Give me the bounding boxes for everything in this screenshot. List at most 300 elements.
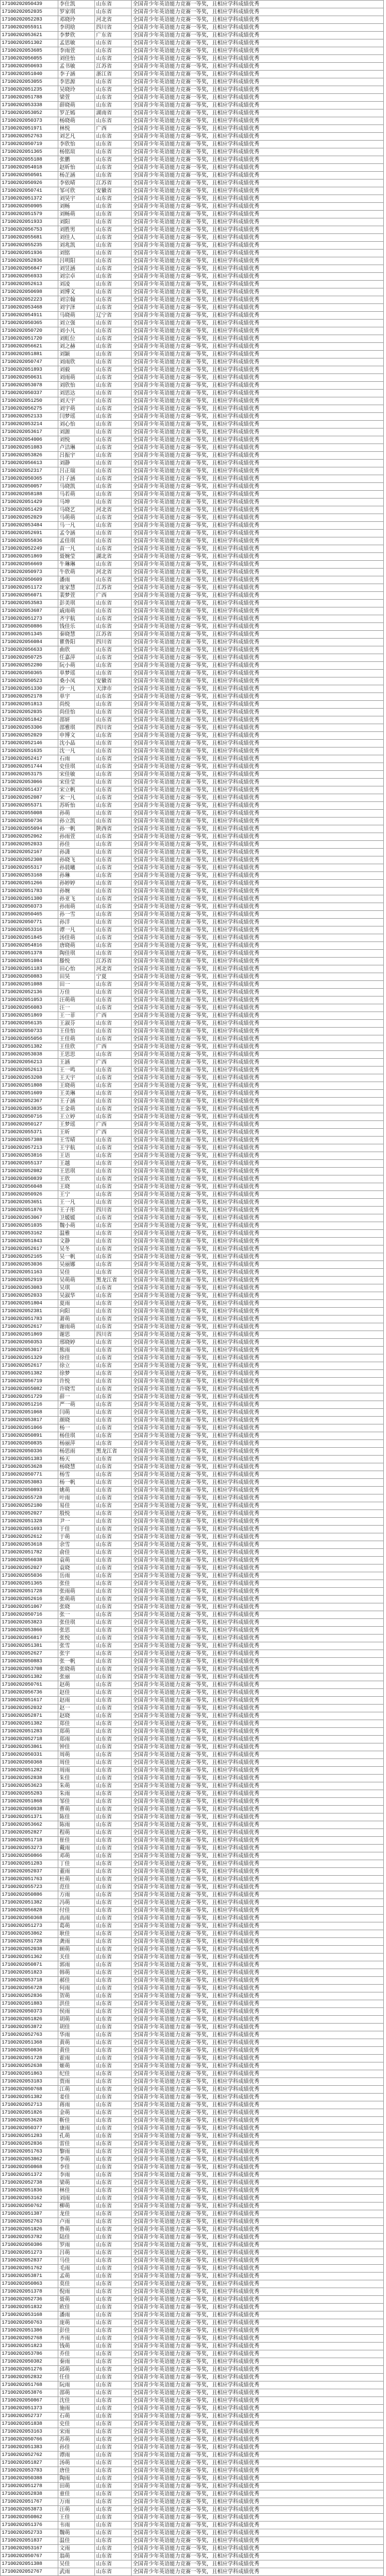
candidate-id-cell: 17100202051863: [1, 2070, 58, 2078]
award-description-cell: 全国青少年英语能力竞赛一等奖，且相应学科成绩优秀: [132, 304, 384, 312]
candidate-id-cell: 17100202055283: [1, 1790, 58, 1798]
award-description-cell: 全国青少年英语能力竞赛一等奖，且相应学科成绩优秀: [132, 856, 384, 864]
candidate-id-cell: 17100202051278: [1, 2483, 58, 2490]
table-row: [1, 2506, 384, 2514]
student-name-cell: 田心怡: [58, 965, 95, 973]
award-description-cell: 全国青少年英语能力竞赛一等奖，且相应学科成绩优秀: [132, 2397, 384, 2405]
award-description-cell: 全国青少年英语能力竞赛一等奖，且相应学科成绩优秀: [132, 366, 384, 374]
award-description-cell: 全国青少年英语能力竞赛一等奖，且相应学科成绩优秀: [132, 1230, 384, 1238]
province-cell: 山东省: [95, 1090, 132, 1098]
student-name-cell: 吴萌萌: [58, 1277, 95, 1284]
province-cell: 山东省: [95, 2288, 132, 2296]
student-name-cell: 李雨: [58, 2171, 95, 2179]
table-row: [1, 343, 384, 351]
student-name-cell: 何雨: [58, 1985, 95, 1992]
award-description-cell: 全国青少年英语能力竞赛一等奖，且相应学科成绩优秀: [132, 2459, 384, 2467]
award-description-cell: 全国青少年英语能力竞赛一等奖，且相应学科成绩优秀: [132, 1798, 384, 1806]
province-cell: 山东省: [95, 926, 132, 934]
award-description-cell: 全国青少年英语能力竞赛一等奖，且相应学科成绩优秀: [132, 786, 384, 794]
candidate-id-cell: 17100202052029: [1, 514, 58, 522]
table-row: [1, 2086, 384, 2094]
candidate-id-cell: 17100202056633: [1, 646, 58, 654]
student-name-cell: 罗雨: [58, 2241, 95, 2249]
province-cell: 山东省: [95, 2117, 132, 2125]
province-cell: 山东省: [95, 1214, 132, 1222]
student-name-cell: 李玥晗: [58, 24, 95, 32]
candidate-id-cell: 17100202050771: [1, 1471, 58, 1479]
award-description-cell: 全国青少年英语能力竞赛一等奖，且相应学科成绩优秀: [132, 1323, 384, 1331]
candidate-id-cell: 17100202053862: [1, 2156, 58, 2164]
table-row: [1, 1767, 384, 1775]
candidate-id-cell: 17100202050766: [1, 2436, 58, 2444]
table-row: [1, 1697, 384, 1705]
candidate-id-cell: 17100202056828: [1, 1907, 58, 1915]
candidate-id-cell: 17100202051832: [1, 2304, 58, 2311]
award-description-cell: 全国青少年英语能力竞赛一等奖，且相应学科成绩优秀: [132, 1067, 384, 1074]
table-row: [1, 2311, 384, 2319]
award-description-cell: 全国青少年英语能力竞赛一等奖，且相应学科成绩优秀: [132, 709, 384, 716]
table-row: [1, 2343, 384, 2350]
student-name-cell: 孙萌: [58, 810, 95, 818]
student-name-cell: 翁萌: [58, 2553, 95, 2560]
province-cell: 山东省: [95, 716, 132, 724]
student-name-cell: 赵雨: [58, 1697, 95, 1705]
award-description-cell: 全国青少年英语能力竞赛一等奖，且相应学科成绩优秀: [132, 296, 384, 304]
candidate-id-cell: 17100202050353: [1, 1339, 58, 1347]
table-row: [1, 1852, 384, 1860]
candidate-id-cell: 17100202052836: [1, 257, 58, 265]
province-cell: 山东省: [95, 335, 132, 343]
table-row: [1, 926, 384, 934]
student-name-cell: 袁晓: [58, 1564, 95, 1572]
candidate-id-cell: 17100202052035: [1, 709, 58, 716]
student-name-cell: 沙一凡: [58, 685, 95, 693]
table-row: [1, 1074, 384, 1082]
student-name-cell: 江萌: [58, 2086, 95, 2094]
table-row: [1, 841, 384, 849]
table-row: [1, 1922, 384, 1930]
award-description-cell: 全国青少年英语能力竞赛一等奖，且相应学科成绩优秀: [132, 1245, 384, 1253]
candidate-id-cell: 17100202052417: [1, 755, 58, 763]
table-row: [1, 1829, 384, 1837]
award-description-cell: 全国青少年英语能力竞赛一等奖，且相应学科成绩优秀: [132, 802, 384, 810]
award-description-cell: 全国青少年英语能力竞赛一等奖，且相应学科成绩优秀: [132, 2257, 384, 2265]
table-row: [1, 2117, 384, 2125]
award-description-cell: 全国青少年英语能力竞赛一等奖，且相应学科成绩优秀: [132, 2366, 384, 2374]
candidate-id-cell: 17100202055681: [1, 234, 58, 242]
student-name-cell: 滕悦: [58, 958, 95, 965]
table-row: [1, 2109, 384, 2117]
table-row: [1, 600, 384, 607]
table-row: [1, 444, 384, 452]
candidate-id-cell: 17100202052737: [1, 2413, 58, 2420]
student-name-cell: 杨晓慧: [58, 1463, 95, 1471]
province-cell: 山东省: [95, 1440, 132, 1448]
table-row: [1, 2195, 384, 2203]
student-name-cell: 余雪: [58, 1541, 95, 1549]
student-name-cell: 郝佳: [58, 1977, 95, 1985]
province-cell: 山东省: [95, 600, 132, 607]
award-description-cell: 全国青少年英语能力竞赛一等奖，且相应学科成绩优秀: [132, 1977, 384, 1985]
student-name-cell: 尹一: [58, 1518, 95, 1526]
candidate-id-cell: 17100202051763: [1, 2148, 58, 2156]
table-row: [1, 1915, 384, 1922]
table-row: [1, 639, 384, 646]
student-name-cell: 刘博文: [58, 288, 95, 296]
award-description-cell: 全国青少年英语能力竞赛一等奖，且相应学科成绩优秀: [132, 989, 384, 996]
student-name-cell: 王语: [58, 1152, 95, 1160]
candidate-id-cell: 17100202051869: [1, 1012, 58, 1020]
province-cell: 山东省: [95, 2335, 132, 2343]
award-description-cell: 全国青少年英语能力竞赛一等奖，且相应学科成绩优秀: [132, 39, 384, 47]
candidate-id-cell: 17100202050388: [1, 2475, 58, 2483]
award-description-cell: 全国青少年英语能力竞赛一等奖，且相应学科成绩优秀: [132, 1082, 384, 1090]
candidate-id-cell: 17100202051382: [1, 1043, 58, 1051]
table-row: [1, 1432, 384, 1440]
province-cell: 山东省: [95, 2148, 132, 2156]
candidate-id-cell: 17100202052167: [1, 849, 58, 856]
award-description-cell: 全国青少年英语能力竞赛一等奖，且相应学科成绩优秀: [132, 1845, 384, 1852]
award-description-cell: 全国青少年英语能力竞赛一等奖，且相应学科成绩优秀: [132, 1339, 384, 1347]
province-cell: 山东省: [95, 2179, 132, 2187]
student-name-cell: 苏萌: [58, 2436, 95, 2444]
province-cell: 山东省: [95, 2132, 132, 2140]
candidate-id-cell: 17100202052613: [1, 281, 58, 288]
table-row: [1, 1370, 384, 1378]
province-cell: 山东省: [95, 911, 132, 919]
award-description-cell: 全国青少年英语能力竞赛一等奖，且相应学科成绩优秀: [132, 2506, 384, 2514]
candidate-id-cell: 17100202051869: [1, 1331, 58, 1339]
award-description-cell: 全国青少年英语能力竞赛一等奖，且相应学科成绩优秀: [132, 2319, 384, 2327]
student-name-cell: 王天宇: [58, 1074, 95, 1082]
student-name-cell: 温佳: [58, 2537, 95, 2545]
student-name-cell: 刘艺凡: [58, 133, 95, 141]
award-description-cell: 全国青少年英语能力竞赛一等奖，且相应学科成绩优秀: [132, 2094, 384, 2101]
award-description-cell: 全国青少年英语能力竞赛一等奖，且相应学科成绩优秀: [132, 1518, 384, 1526]
candidate-id-cell: 17100202051378: [1, 950, 58, 958]
student-name-cell: 王涵: [58, 1059, 95, 1067]
award-description-cell: 全国青少年英语能力竞赛一等奖，且相应学科成绩优秀: [132, 1751, 384, 1759]
table-row: [1, 1658, 384, 1666]
student-name-cell: 鲁萌: [58, 2226, 95, 2234]
student-name-cell: 钱萌: [58, 2343, 95, 2350]
award-description-cell: 全国青少年英语能力竞赛一等奖，且相应学科成绩优秀: [132, 421, 384, 428]
student-name-cell: 朱雨: [58, 1790, 95, 1798]
student-name-cell: 孙佳: [58, 841, 95, 849]
candidate-id-cell: 17100202053816: [1, 1152, 58, 1160]
student-name-cell: 赵晓: [58, 1712, 95, 1720]
award-description-cell: 全国青少年英语能力竞赛一等奖，且相应学科成绩优秀: [132, 16, 384, 24]
award-description-cell: 全国青少年英语能力竞赛一等奖，且相应学科成绩优秀: [132, 203, 384, 211]
province-cell: 山东省: [95, 343, 132, 351]
province-cell: 山东省: [95, 2171, 132, 2179]
student-name-cell: 李依晴: [58, 180, 95, 187]
award-description-cell: 全国青少年英语能力竞赛一等奖，且相应学科成绩优秀: [132, 1191, 384, 1199]
table-row: [1, 1526, 384, 1533]
table-row: [1, 872, 384, 880]
table-row: [1, 491, 384, 499]
candidate-id-cell: 17100202051826: [1, 2016, 58, 2024]
award-description-cell: 全国青少年英语能力竞赛一等奖，且相应学科成绩优秀: [132, 2249, 384, 2257]
province-cell: 山东省: [95, 211, 132, 218]
province-cell: 山东省: [95, 1813, 132, 1821]
award-description-cell: 全国青少年英语能力竞赛一等奖，且相应学科成绩优秀: [132, 1627, 384, 1635]
province-cell: 湖北省: [95, 553, 132, 561]
award-description-cell: 全国青少年英语能力竞赛一等奖，且相应学科成绩优秀: [132, 864, 384, 872]
candidate-id-cell: 17100202051088: [1, 981, 58, 989]
candidate-id-cell: 17100202053055: [1, 78, 58, 86]
award-description-cell: 全国青少年英语能力竞赛一等奖，且相应学科成绩优秀: [132, 2381, 384, 2389]
award-description-cell: 全国青少年英语能力竞赛一等奖，且相应学科成绩优秀: [132, 1697, 384, 1705]
province-cell: 四川省: [95, 24, 132, 32]
student-name-cell: 纪佳: [58, 2070, 95, 2078]
award-description-cell: 全国青少年英语能力竞赛一等奖，且相应学科成绩优秀: [132, 327, 384, 335]
student-name-cell: 张雪: [58, 1642, 95, 1650]
student-name-cell: 韦雨: [58, 2522, 95, 2529]
student-name-cell: 王梦瑶: [58, 1121, 95, 1129]
province-cell: 山东省: [95, 615, 132, 623]
award-description-cell: 全国青少年英语能力竞赛一等奖，且相应学科成绩优秀: [132, 1051, 384, 1059]
award-description-cell: 全国青少年英语能力竞赛一等奖，且相应学科成绩优秀: [132, 1028, 384, 1035]
province-cell: 山东省: [95, 358, 132, 366]
award-description-cell: 全国青少年英语能力竞赛一等奖，且相应学科成绩优秀: [132, 2140, 384, 2148]
candidate-id-cell: 17100202053052: [1, 109, 58, 117]
province-cell: 山东省: [95, 1860, 132, 1868]
student-name-cell: 于佳: [58, 1526, 95, 1533]
table-row: [1, 2319, 384, 2327]
province-cell: 山东省: [95, 273, 132, 281]
student-name-cell: 秦雨: [58, 2358, 95, 2366]
province-cell: 山东省: [95, 320, 132, 327]
table-row: [1, 693, 384, 701]
student-name-cell: 齐雨: [58, 2335, 95, 2343]
candidate-id-cell: 17100202052919: [1, 1277, 58, 1284]
province-cell: 山东省: [95, 47, 132, 55]
candidate-id-cell: 17100202050938: [1, 1806, 58, 1813]
province-cell: 山东省: [95, 366, 132, 374]
table-row: [1, 794, 384, 802]
candidate-id-cell: 17100202051826: [1, 2109, 58, 2117]
province-cell: 山东省: [95, 39, 132, 47]
table-row: [1, 374, 384, 382]
province-cell: 山东省: [95, 1705, 132, 1712]
table-row: [1, 2148, 384, 2156]
candidate-id-cell: 17100202053862: [1, 1930, 58, 1938]
candidate-id-cell: 17100202051373: [1, 2405, 58, 2413]
table-row: [1, 646, 384, 654]
table-row: [1, 2467, 384, 2475]
student-name-cell: 庞萌: [58, 2319, 95, 2327]
table-row: [1, 2475, 384, 2483]
table-row: [1, 864, 384, 872]
student-name-cell: 吴冬: [58, 1245, 95, 1253]
candidate-id-cell: 17100202050501: [1, 172, 58, 180]
student-name-cell: 王欣: [58, 1175, 95, 1183]
candidate-id-cell: 17100202051783: [1, 1316, 58, 1323]
table-row: [1, 265, 384, 273]
province-cell: 山东省: [95, 576, 132, 584]
candidate-id-cell: 17100202055371: [1, 1129, 58, 1137]
award-description-cell: 全国青少年英语能力竞赛一等奖，且相应学科成绩优秀: [132, 374, 384, 382]
student-name-cell: 罗家琪: [58, 8, 95, 16]
award-description-cell: 全国青少年英语能力竞赛一等奖，且相应学科成绩优秀: [132, 1098, 384, 1105]
province-cell: 山东省: [95, 242, 132, 250]
award-description-cell: 全国青少年英语能力竞赛一等奖，且相应学科成绩优秀: [132, 250, 384, 257]
candidate-id-cell: 17100202051763: [1, 1876, 58, 1884]
award-description-cell: 全国青少年英语能力竞赛一等奖，且相应学科成绩优秀: [132, 1907, 384, 1915]
award-description-cell: 全国青少年英语能力竞赛一等奖，且相应学科成绩优秀: [132, 1782, 384, 1790]
candidate-id-cell: 17100202050631: [1, 374, 58, 382]
candidate-id-cell: 17100202050365: [1, 475, 58, 483]
award-description-cell: 全国青少年英语能力竞赛一等奖，且相应学科成绩优秀: [132, 1572, 384, 1580]
table-row: [1, 779, 384, 786]
candidate-id-cell: 17100202050747: [1, 358, 58, 366]
candidate-id-cell: 17100202052032: [1, 1705, 58, 1712]
student-name-cell: 周雨: [58, 1767, 95, 1775]
candidate-id-cell: 17100202051328: [1, 1518, 58, 1526]
table-row: [1, 2420, 384, 2428]
candidate-id-cell: 17100202051365: [1, 1580, 58, 1588]
table-row: [1, 2187, 384, 2195]
award-description-cell: 全国青少年英语能力竞赛一等奖，且相应学科成绩优秀: [132, 242, 384, 250]
student-name-cell: 孙琳: [58, 872, 95, 880]
table-row: [1, 1619, 384, 1627]
award-description-cell: 全国青少年英语能力竞赛一等奖，且相应学科成绩优秀: [132, 1549, 384, 1557]
award-description-cell: 全国青少年英语能力竞赛一等奖，且相应学科成绩优秀: [132, 1541, 384, 1549]
province-cell: 山东省: [95, 654, 132, 662]
candidate-id-cell: 17100202051836: [1, 2187, 58, 2195]
candidate-id-cell: 17100202050373: [1, 903, 58, 911]
candidate-id-cell: 17100202053183: [1, 2078, 58, 2086]
candidate-id-cell: 17100202050763: [1, 2319, 58, 2327]
student-name-cell: 薛一: [58, 1393, 95, 1401]
student-name-cell: 林悦: [58, 125, 95, 133]
award-description-cell: 全国青少年英语能力竞赛一等奖，且相应学科成绩优秀: [132, 748, 384, 755]
student-name-cell: 宋佳敏: [58, 771, 95, 779]
candidate-id-cell: 17100202050883: [1, 1658, 58, 1666]
student-name-cell: 卫媛媛: [58, 1214, 95, 1222]
student-name-cell: 刘畅: [58, 203, 95, 211]
table-row: [1, 1028, 384, 1035]
award-description-cell: 全国青少年英语能力竞赛一等奖，且相应学科成绩优秀: [132, 94, 384, 102]
table-row: [1, 1891, 384, 1899]
award-description-cell: 全国青少年英语能力竞赛一等奖，且相应学科成绩优秀: [132, 1121, 384, 1129]
candidate-id-cell: 17100202055911: [1, 24, 58, 32]
award-description-cell: 全国青少年英语能力竞赛一等奖，且相应学科成绩优秀: [132, 1448, 384, 1456]
student-name-cell: 于萌: [58, 1533, 95, 1541]
student-name-cell: 孙婷婷: [58, 880, 95, 888]
province-cell: 山东省: [95, 1845, 132, 1852]
province-cell: 山东省: [95, 1572, 132, 1580]
student-name-cell: 陈佳: [58, 1813, 95, 1821]
student-name-cell: 刘铭: [58, 250, 95, 257]
candidate-id-cell: 17100202056669: [1, 561, 58, 569]
student-name-cell: 陆佳: [58, 2234, 95, 2241]
table-row: [1, 802, 384, 810]
award-description-cell: 全国青少年英语能力竞赛一等奖，且相应学科成绩优秀: [132, 1813, 384, 1821]
table-row: [1, 351, 384, 358]
student-name-cell: 王美琳: [58, 1090, 95, 1098]
candidate-id-cell: 17100202050523: [1, 677, 58, 685]
table-row: [1, 102, 384, 109]
province-cell: 山东省: [95, 1424, 132, 1432]
award-description-cell: 全国青少年英语能力竞赛一等奖，且相应学科成绩优秀: [132, 981, 384, 989]
candidate-id-cell: 17100202053316: [1, 926, 58, 934]
award-description-cell: 全国青少年英语能力竞赛一等奖，且相应学科成绩优秀: [132, 320, 384, 327]
award-description-cell: 全国青少年英语能力竞赛一等奖，且相应学科成绩优秀: [132, 1105, 384, 1113]
table-row: [1, 452, 384, 460]
award-description-cell: 全国青少年英语能力竞赛一等奖，且相应学科成绩优秀: [132, 1207, 384, 1214]
candidate-id-cell: 17100202050863: [1, 2280, 58, 2288]
province-cell: 湖南省: [95, 109, 132, 117]
student-name-cell: 李佳: [58, 2164, 95, 2171]
table-row: [1, 78, 384, 86]
candidate-id-cell: 17100202057388: [1, 1137, 58, 1144]
candidate-id-cell: 17100202050886: [1, 623, 58, 631]
province-cell: 山东省: [95, 2459, 132, 2467]
table-row: [1, 2374, 384, 2381]
award-description-cell: 全国青少年英语能力竞赛一等奖，且相应学科成绩优秀: [132, 794, 384, 802]
candidate-id-cell: 17100202058188: [1, 491, 58, 499]
student-name-cell: 邵萌: [58, 2389, 95, 2397]
award-description-cell: 全国青少年英语能力竞赛一等奖，且相应学科成绩优秀: [132, 351, 384, 358]
student-name-cell: 殷悦: [58, 1510, 95, 1518]
province-cell: 山东省: [95, 1658, 132, 1666]
table-row: [1, 2008, 384, 2016]
award-description-cell: 全国青少年英语能力竞赛一等奖，且相应学科成绩优秀: [132, 2490, 384, 2498]
student-name-cell: 关佳: [58, 1954, 95, 1961]
province-cell: 山东省: [95, 2343, 132, 2350]
award-description-cell: 全国青少年英语能力竞赛一等奖，且相应学科成绩优秀: [132, 452, 384, 460]
student-name-cell: 李子涵: [58, 71, 95, 78]
candidate-id-cell: 17100202051767: [1, 2498, 58, 2506]
student-name-cell: 裴梦萱: [58, 592, 95, 600]
award-description-cell: 全国青少年英语能力竞赛一等奖，且相应学科成绩优秀: [132, 716, 384, 724]
table-row: [1, 1845, 384, 1852]
student-name-cell: 刘佳人: [58, 234, 95, 242]
student-name-cell: 霍雨: [58, 2055, 95, 2062]
table-row: [1, 1868, 384, 1876]
table-row: [1, 1121, 384, 1129]
candidate-id-cell: 17100202053338: [1, 102, 58, 109]
award-description-cell: 全国青少年英语能力竞赛一等奖，且相应学科成绩优秀: [132, 109, 384, 117]
province-cell: 山东省: [95, 849, 132, 856]
candidate-id-cell: 17100202053866: [1, 1627, 58, 1635]
candidate-id-cell: 17100202052027: [1, 1510, 58, 1518]
candidate-id-cell: 17100202054816: [1, 942, 58, 950]
province-cell: 山东省: [95, 981, 132, 989]
award-description-cell: 全国青少年英语能力竞赛一等奖，且相应学科成绩优秀: [132, 872, 384, 880]
student-name-cell: 刘虹位: [58, 335, 95, 343]
table-row: [1, 553, 384, 561]
student-name-cell: 雷佳: [58, 2140, 95, 2148]
province-cell: 山东省: [95, 483, 132, 491]
student-name-cell: 张萌萌: [58, 1596, 95, 1603]
candidate-id-cell: 17100202051823: [1, 1969, 58, 1977]
table-row: [1, 2179, 384, 2187]
table-row: [1, 109, 384, 117]
student-name-cell: 杜萌: [58, 1876, 95, 1884]
candidate-id-cell: 17100202053017: [1, 1347, 58, 1354]
table-row: [1, 1004, 384, 1012]
student-name-cell: 文静: [58, 1238, 95, 1245]
province-cell: 山东省: [95, 467, 132, 475]
province-cell: 山东省: [95, 1502, 132, 1510]
table-row: [1, 187, 384, 195]
table-row: [1, 1292, 384, 1300]
table-row: [1, 234, 384, 242]
student-name-cell: 张宇: [58, 1650, 95, 1658]
